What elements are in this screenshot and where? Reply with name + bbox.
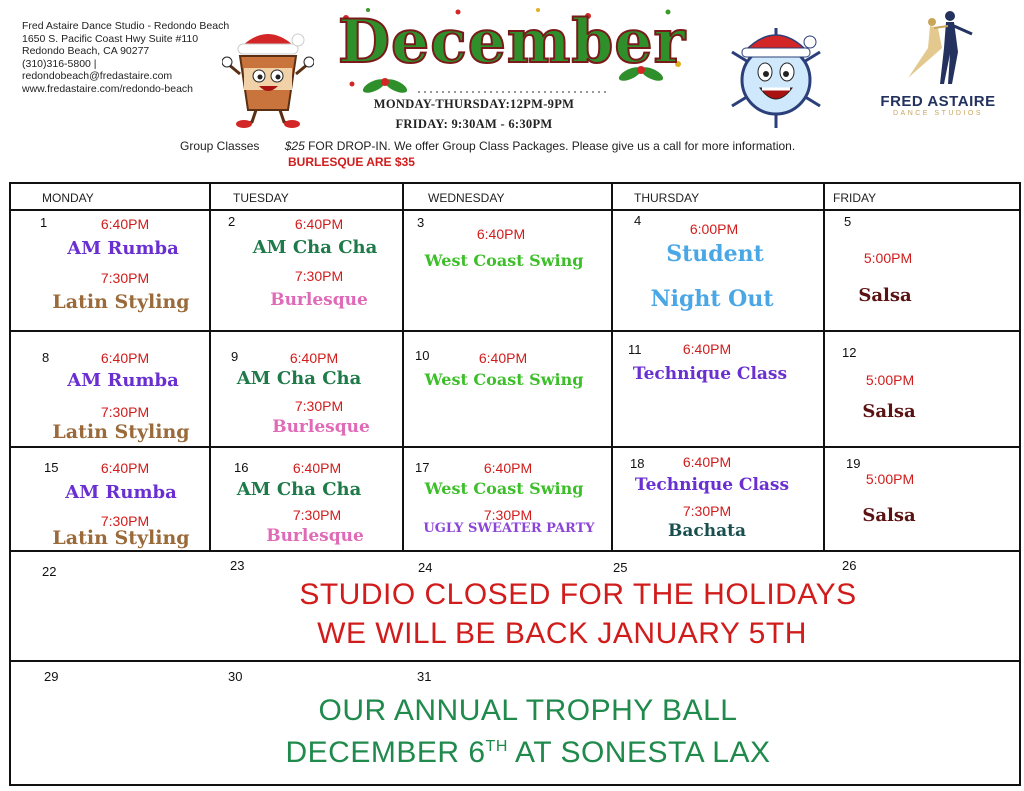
class-time: 6:40PM	[100, 216, 150, 232]
day-number: 17	[415, 460, 430, 475]
class-name: AM Cha Cha	[236, 479, 362, 500]
day-number: 16	[234, 460, 249, 475]
hours-weekdays: MONDAY-THURSDAY:12PM-9PM	[373, 97, 575, 111]
class-name: West Coast Swing	[424, 370, 584, 389]
class-name: AM Cha Cha	[252, 237, 378, 258]
day-header-tuesday: TUESDAY	[233, 191, 289, 205]
trophy-ball-date-part1: DECEMBER 6	[285, 736, 486, 769]
class-time: 7:30PM	[682, 503, 732, 519]
studio-info	[22, 20, 229, 95]
studio-website: www.fredastaire.com/redondo-beach	[22, 82, 194, 95]
burlesque-price-note: BURLESQUE ARE $35	[288, 155, 415, 169]
class-name: Night Out	[650, 286, 774, 312]
day-number: 10	[415, 348, 430, 363]
class-time: 6:40PM	[100, 350, 150, 366]
day-number: 4	[634, 213, 642, 228]
day-number: 5	[844, 214, 852, 229]
class-name: UGLY SWEATER PARTY	[423, 521, 595, 536]
logo-subtitle: DANCE STUDIOS	[892, 110, 984, 117]
month-title-wrap	[338, 4, 686, 80]
class-time: 7:30PM	[292, 507, 342, 523]
day-number: 18	[630, 456, 645, 471]
class-time: 7:30PM	[294, 398, 344, 414]
class-name: Burlesque	[270, 290, 368, 310]
class-name: Latin Styling	[52, 291, 190, 313]
class-name: Burlesque	[266, 526, 364, 546]
day-number: 2	[228, 214, 236, 229]
day-number: 29	[44, 669, 59, 684]
trophy-ball-title: OUR ANNUAL TROPHY BALL	[318, 694, 738, 727]
grid-line	[823, 182, 825, 552]
class-time: 6:40PM	[289, 350, 339, 366]
class-time: 7:30PM	[100, 404, 150, 420]
day-number: 31	[417, 669, 432, 684]
day-number: 1	[40, 215, 48, 230]
trophy-ball-date-part2: AT SONESTA LAX	[507, 736, 771, 769]
class-time: 7:30PM	[100, 513, 150, 529]
class-time: 6:40PM	[476, 226, 526, 242]
class-time: 6:40PM	[478, 350, 528, 366]
class-time: 6:40PM	[294, 216, 344, 232]
grid-line	[9, 330, 1021, 332]
coffee-cup-mascot-icon	[222, 24, 314, 128]
day-header-friday: FRIDAY	[833, 191, 877, 205]
day-header-monday: MONDAY	[42, 191, 94, 205]
day-number: 22	[42, 564, 57, 579]
group-classes-line	[180, 139, 795, 153]
class-name: Salsa	[862, 505, 916, 526]
snowflake-mascot-icon	[720, 18, 832, 132]
logo-name: FRED ASTAIRE	[880, 93, 996, 110]
group-classes-label: Group Classes	[180, 139, 260, 153]
class-time: 7:30PM	[483, 507, 533, 523]
class-name: Student	[666, 241, 764, 267]
day-number: 8	[42, 350, 50, 365]
class-time: 6:40PM	[682, 454, 732, 470]
studio-closed-notice: STUDIO CLOSED FOR THE HOLIDAYS	[299, 578, 857, 611]
class-time: 6:00PM	[689, 221, 739, 237]
day-number: 26	[842, 558, 857, 573]
class-name: Latin Styling	[52, 527, 190, 549]
class-name: AM Rumba	[65, 482, 177, 503]
class-name: Technique Class	[634, 475, 790, 495]
hours-friday: FRIDAY: 9:30AM - 6:30PM	[395, 117, 553, 131]
studio-phone: (310)316-5800 |	[22, 57, 97, 70]
day-number: 30	[228, 669, 243, 684]
group-classes-text: FOR DROP-IN. We offer Group Class Packages. Please give us a call for more information.	[308, 139, 796, 153]
month-title: December	[338, 7, 687, 77]
class-time: 6:40PM	[100, 460, 150, 476]
class-name: Salsa	[858, 285, 912, 306]
class-name: Burlesque	[272, 417, 370, 437]
studio-address-line1: 1650 S. Pacific Coast Hwy Suite #110	[22, 32, 199, 45]
class-name: Technique Class	[632, 364, 788, 384]
class-name: West Coast Swing	[424, 479, 584, 498]
day-number: 11	[628, 342, 642, 357]
group-classes-price: $25	[284, 139, 305, 153]
day-number: 25	[613, 560, 628, 575]
grid-line	[9, 550, 1021, 552]
day-number: 15	[44, 460, 59, 475]
trophy-ball-date-suffix: TH	[485, 738, 508, 755]
dancers-logo-icon	[898, 8, 978, 86]
day-number: 23	[230, 558, 245, 573]
fred-astaire-logo	[878, 8, 998, 117]
day-header-wednesday: WEDNESDAY	[428, 191, 505, 205]
day-header-thursday: THURSDAY	[634, 191, 700, 205]
class-time: 5:00PM	[865, 471, 915, 487]
class-time: 7:30PM	[100, 270, 150, 286]
day-number: 19	[846, 456, 861, 471]
day-number: 3	[417, 215, 425, 230]
grid-line	[9, 446, 1021, 448]
grid-line	[9, 209, 1021, 211]
class-time: 5:00PM	[865, 372, 915, 388]
class-name: AM Rumba	[67, 238, 179, 259]
class-name: AM Cha Cha	[236, 368, 362, 389]
grid-line	[9, 660, 1021, 662]
class-time: 6:40PM	[483, 460, 533, 476]
class-name: Bachata	[668, 521, 746, 541]
day-number: 9	[231, 349, 239, 364]
class-name: Latin Styling	[52, 421, 190, 443]
day-number: 24	[418, 560, 433, 575]
class-time: 7:30PM	[294, 268, 344, 284]
class-time: 5:00PM	[863, 250, 913, 266]
class-time: 6:40PM	[682, 341, 732, 357]
day-number: 12	[842, 345, 857, 360]
grid-line	[611, 182, 613, 552]
studio-email: redondobeach@fredastaire.com	[22, 70, 173, 82]
class-name: AM Rumba	[67, 370, 179, 391]
class-time: 6:40PM	[292, 460, 342, 476]
trophy-ball-date	[150, 736, 906, 770]
return-date-notice: WE WILL BE BACK JANUARY 5TH	[317, 617, 807, 650]
class-name: Salsa	[862, 401, 916, 422]
studio-name: Fred Astaire Dance Studio - Redondo Beach	[22, 20, 230, 32]
studio-address-line2: Redondo Beach, CA 90277	[22, 45, 150, 57]
class-name: West Coast Swing	[424, 251, 584, 270]
